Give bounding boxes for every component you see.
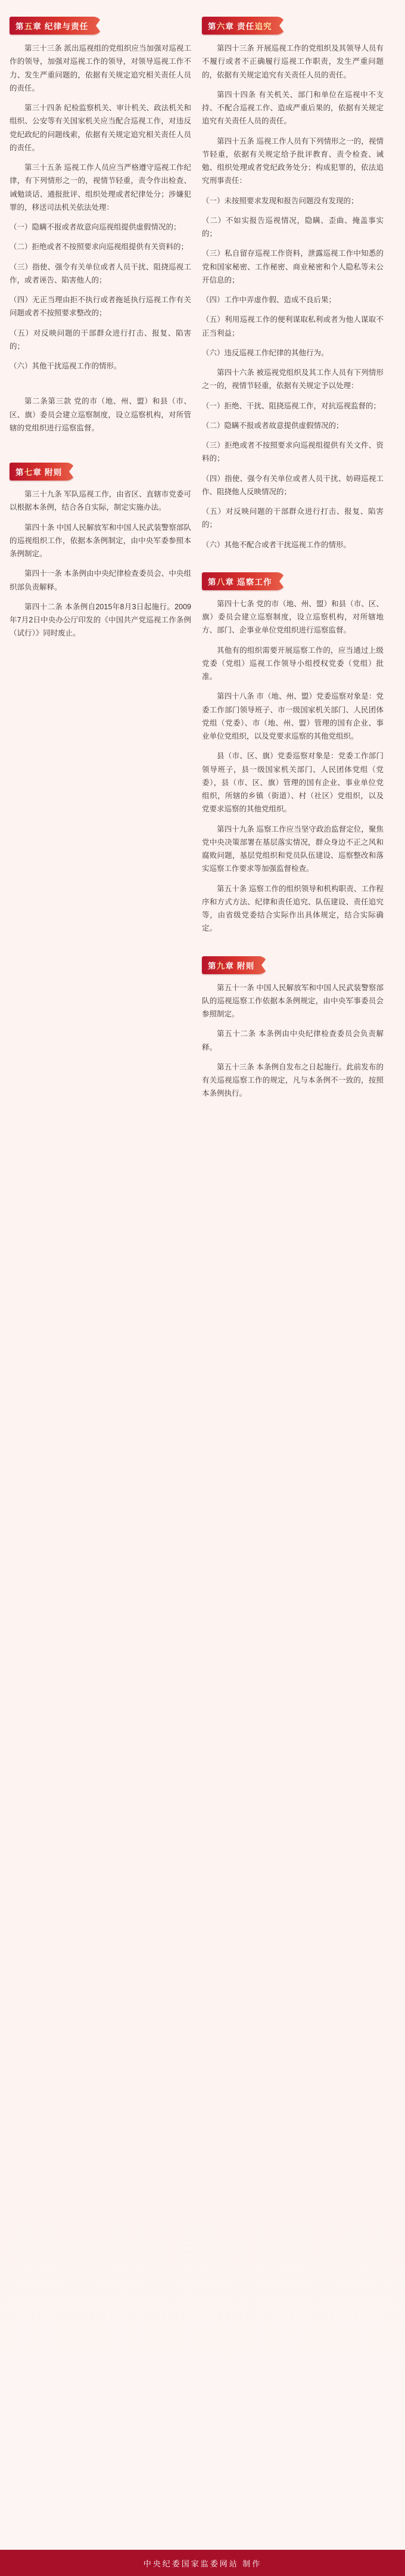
article-41: 第四十一条 本条例由中央纪律检查委员会、中央组织部负责解释。 xyxy=(10,569,191,591)
chapter-banner-nine xyxy=(202,956,267,974)
article-35-item-6: （六）其他干扰巡视工作的情形。 xyxy=(10,362,122,370)
article-35-item-2: （二）拒绝或者不按照要求向巡视组提供有关资料的； xyxy=(10,243,189,252)
chapter-banner-seven xyxy=(10,463,75,481)
article-33: 第三十三条 派出巡视组的党组织应当加强对巡视工作的领导，加强对巡视工作的领导，对领导巡视工作不力、发生严重问题的，依据有关规定追究相关责任人员的责任。 xyxy=(10,44,191,92)
article-46-item-5: （五）对反映问题的干部群众进行打击、报复、陷害的； xyxy=(202,507,384,529)
chapter-banner-nine-label: 第九章 附则 xyxy=(208,961,255,971)
article-52: 第五十二条 本条例由中央纪律检查委员会负责解释。 xyxy=(202,1030,384,1052)
article-35-item-1: （一）隐瞒不报或者故意向巡视组提供虚假情况的； xyxy=(10,223,181,231)
article-43: 第四十三条 开展巡视工作的党组织及其领导人员有不履行或者不正确履行巡视工作职责，发生严重问题的，依据有关规定追究有关责任人员的责任。 xyxy=(202,44,384,79)
article-45-item-1: （一）未按照要求发现和报告问题没有发现的； xyxy=(202,196,359,205)
article-47: 第四十七条 党的市（地、州、盟）和县（市、区、旗）委员会建立巡察制度，设立巡察机构，对所辖地方、部门、企事业单位党组织进行巡察监督。 xyxy=(202,599,384,635)
article-47-p2: 其他有的组织需要开展巡察工作的，应当通过上级党委（党组）巡视工作领导小组授权党委（党组）批准。 xyxy=(202,646,384,681)
article-44: 第四十四条 有关机关、部门和单位在巡视中不支持、不配合巡视工作、造成严重后果的，依据有关规定追究有关责任人员的责任。 xyxy=(202,90,384,126)
article-35-item-3: （三）指使、强令有关单位或者人员干扰、阻挠巡视工作，或者诬告、陷害他人的； xyxy=(10,262,191,284)
chapter-banner-six-label: 第六章 责任追究 xyxy=(208,22,272,31)
article-46-item-2: （二）隐瞒不报或者故意提供虚假情况的； xyxy=(202,421,344,430)
chapter-banner-five-label: 第五章 纪律与责任 xyxy=(15,22,89,31)
article-45-item-2: （二）不如实报告巡视情况，隐瞒、歪曲、掩盖事实的； xyxy=(202,216,384,238)
article-34: 第三十四条 纪检监察机关、审计机关、政法机关和组织、公安等有关国家机关应当配合巡视工作，对违反党纪政纪的问题线索，依据有关规定追究相关责任人员的责任。 xyxy=(10,104,191,152)
article-53: 第五十三条 本条例自发布之日起施行。此前发布的有关巡视巡察工作的规定，凡与本条例不一致的，按照本条例执行。 xyxy=(202,1062,384,1098)
article-45-item-4: （四）工作中弄虚作假、造成不良后果； xyxy=(202,296,337,304)
article-50: 第五十条 巡察工作的组织领导和机构职责、工作程序和方式方法、纪律和责任追究、队伍建设、责任追究等，由省级党委结合实际作出具体规定，结合实际确定。 xyxy=(202,884,384,933)
article-45: 第四十五条 巡视工作人员有下列情形之一的，视情节轻重，依据有关规定给予批评教育、责令检查、诫勉、组织处理或者党纪政务处分；构成犯罪的，依法追究刑事责任： xyxy=(202,137,384,185)
article-48: 第四十八条 市（地、州、盟）党委巡察对象是：党委工作部门领导班子、市一级国家机关部门、人民团体党组（党委）、市（地、州、盟）管理的国有企业、事业单位党组织，以及党要求巡察的其他党组织。 xyxy=(202,692,384,740)
article-45-item-5: （五）利用巡视工作的便利谋取私利或者为他人谋取不正当利益； xyxy=(202,315,384,337)
article-35-item-4: （四）无正当理由拒不执行或者拖延执行巡视工作有关问题或者不按照要求整改的； xyxy=(10,296,191,318)
chapter-banner-five xyxy=(10,17,102,35)
article-46-item-6: （六）其他不配合或者干扰巡视工作的情形。 xyxy=(202,540,351,549)
article-39: 第三十九条 军队巡视工作，由省区、直辖市党委可以根据本条例，结合各自实际，制定实施办法。 xyxy=(10,490,191,512)
chapter-banner-eight-label: 第八章 巡察工作 xyxy=(208,577,272,587)
article-46-item-1: （一）拒绝、干扰、阻挠巡视工作，对抗巡视监督的； xyxy=(202,401,381,410)
left-column xyxy=(10,11,191,647)
chapter-banner-seven-label: 第七章 附则 xyxy=(15,468,63,477)
chapter-banner-eight xyxy=(202,572,285,590)
footer-credit: 中央纪委国家监委网站 制作 xyxy=(143,2559,262,2568)
article-46: 第四十六条 被巡视党组织及其工作人员有下列情形之一的，视情节轻重，依据有关规定予以处理： xyxy=(202,368,384,390)
right-column xyxy=(202,11,384,1107)
two-column-layout xyxy=(0,0,405,1107)
article-40: 第四十条 中国人民解放军和中国人民武装警察部队的巡视组织工作，依据本条例制定，由中央军委参照本条例制定。 xyxy=(10,523,191,558)
chapter-banner-six xyxy=(202,17,285,35)
article-36: 第二条第三款 党的市（地、州、盟）和县（市、区、旗）委员会建立巡察制度，设立巡察机构，对所管辖的党组织进行巡察监督。 xyxy=(10,397,191,432)
article-45-item-3: （三）私自留存巡视工作资料，泄露巡视工作中知悉的党和国家秘密、工作秘密、商业秘密和个人隐私等未公开信息的； xyxy=(202,249,384,284)
article-48-p2: 县（市、区、旗）党委巡察对象是：党委工作部门领导班子，县一级国家机关部门、人民团体党组（党委），县（市、区、旗）管理的国有企业、事业单位党组织，所辖的乡镇（街道）、村（社区）党组织，以及党要求巡察的其他党组织。 xyxy=(202,752,384,814)
article-49: 第四十九条 巡察工作应当坚守政治监督定位，聚焦党中央决策部署在基层落实情况，群众身边不正之风和腐败问题，基层党组织和党员队伍建设、巡察整改和落实巡察工作要求等加强监督检查。 xyxy=(202,824,384,873)
article-35: 第三十五条 巡视工作人员应当严格遵守巡视工作纪律，有下列情形之一的，视情节轻重，责令作出检查、诫勉谈话、通报批评、组织处理或者纪律处分；涉嫌犯罪的，移送司法机关依法处理： xyxy=(10,163,191,212)
article-45-item-6: （六）违反巡视工作纪律的其他行为。 xyxy=(202,348,329,357)
article-46-item-3: （三）拒绝或者不按照要求向巡视组提供有关文件、资料的； xyxy=(202,441,384,463)
page-footer xyxy=(0,2550,405,2576)
article-42: 第四十二条 本条例自2015年8月3日起施行。2009年7月2日中央办公厅印发的《中国共产党巡视工作条例（试行）》同时废止。 xyxy=(10,602,191,638)
article-51: 第五十一条 中国人民解放军和中国人民武装警察部队的巡视巡察工作依据本条例规定，由中央军事委员会参照制定。 xyxy=(202,983,384,1018)
article-35-item-5: （五）对反映问题的干部群众进行打击、报复、陷害的； xyxy=(10,328,191,351)
article-46-item-4: （四）指使、强令有关单位或者人员干扰、妨碍巡视工作、阻挠他人反映情况的； xyxy=(202,474,384,496)
